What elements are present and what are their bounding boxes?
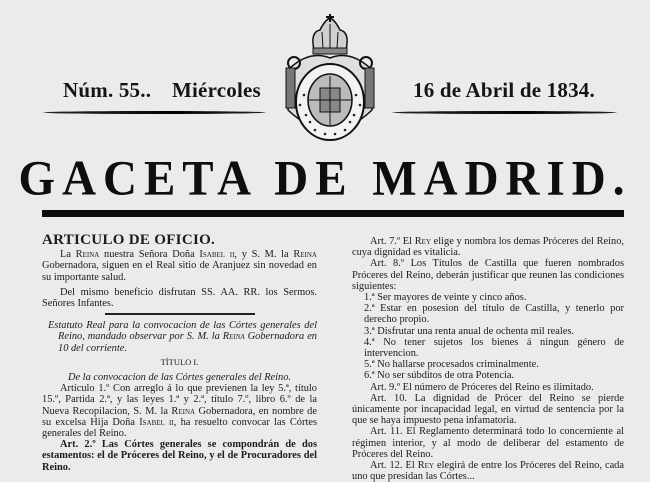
paragraph-infantes: Del mismo beneficio disfrutan SS. AA. RR. los Sermos. Señores Infantes. xyxy=(42,286,317,310)
article-7: Art. 7.º El Rey elige y nombra los demas Próceres del Reino, cuya dignidad es vitalicia. xyxy=(352,236,624,259)
issue-date: 16 de Abril de 1834. xyxy=(413,78,595,102)
section-divider xyxy=(105,313,255,315)
masthead-rule xyxy=(42,210,624,217)
header-rule-left xyxy=(43,111,266,114)
article-11: Art. 11. El Reglamento determinará todo lo concerniente al régimen interior, y al modo de deliberar del estamento de Próceres del Reino. xyxy=(352,426,624,460)
issue-number: Núm. 55.. xyxy=(63,78,152,102)
header-rule-right xyxy=(392,111,617,114)
titulo-heading: TÍTULO I. xyxy=(160,356,199,367)
condition-4: 4.ª No tener sujetos los bienes á ningun género de intervencion. xyxy=(364,336,624,360)
condition-1: 1.ª Ser mayores de veinte y cinco años. xyxy=(364,292,527,304)
article-2: Art. 2.º Las Córtes generales se compondrán de dos estamentos: el de Próceres del Reino, y el de Procuradores del Reino. xyxy=(42,439,317,473)
article-12: Art. 12. El Rey elegirá de entre los Próceres del Reino, cada uno que presidan las Córtes... xyxy=(352,460,624,482)
article-9: Art. 9.º El número de Próceres del Reino es ilimitado. xyxy=(370,381,594,393)
weekday: Miércoles xyxy=(172,78,261,102)
paragraph-royal-health: La Reina nuestra Señora Doña Isabel ii, y S. M. la Reina Gobernadora, siguen en el Real sitio de Aranjuez sin novedad en su importante salud. xyxy=(42,249,317,283)
article-8: Art. 8.º Los Títulos de Castilla que fueren nombrados Próceres del Reino, deberán justificar que reunen las condiciones siguientes: xyxy=(352,258,624,292)
right-column xyxy=(352,236,624,482)
condition-5: 5.ª No hallarse procesados criminalmente. xyxy=(364,359,539,371)
condition-2: 2.ª Estar en posesion del título de Castilla, y tenerlo por derecho propio. xyxy=(364,303,624,326)
section-title: ARTICULO DE OFICIO. xyxy=(42,232,216,248)
newspaper-title: GACETA DE MADRID. xyxy=(18,151,632,207)
left-column xyxy=(42,232,317,473)
estatuto-heading: Estatuto Real para la convocacion de las Córtes generales del Reino, mandado observar por S. M. la Reina Gobernadora en 10 del corriente. xyxy=(48,320,317,354)
article-1: Artículo 1.º Con arreglo á lo que previenen la ley 5.ª, título 15.º, Partida 2.ª, y las leyes 1.ª y 2.ª, título 7.º, libro 6.º de la Nueva Recopilacion, S. M. la Reina Gobernadora, en nombre de su excelsa Hija Doña Isabel ii, ha resuelto convocar las Córtes generales del Reino. xyxy=(42,383,317,440)
condition-3: 3.ª Disfrutar una renta anual de ochenta mil reales. xyxy=(364,325,575,337)
condition-6: 6.ª No ser súbditos de otra Potencia. xyxy=(364,370,515,382)
article-10: Art. 10. La dignidad de Prócer del Reino se pierde únicamente por incapacidad legal, en virtud de sentencia por la que se haya impuesto pena infamatoria. xyxy=(352,392,624,427)
titulo-subtitle: De la convocacion de las Córtes generales del Reino. xyxy=(67,372,292,384)
royal-coat-of-arms-icon xyxy=(280,10,380,145)
